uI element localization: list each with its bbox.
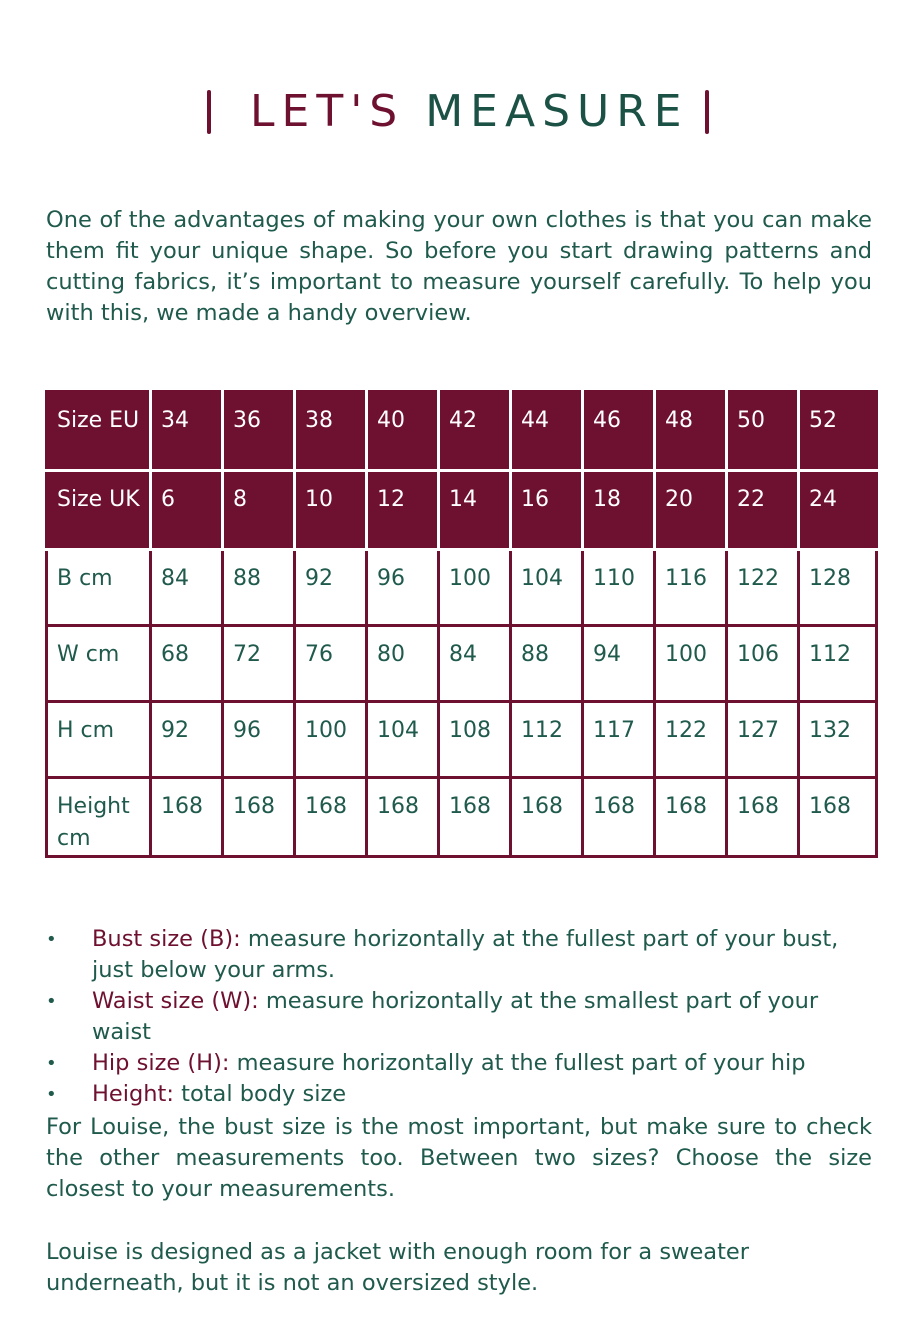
table-cell: 108 [439, 702, 511, 778]
table-cell: 34 [151, 392, 223, 471]
table-cell: 168 [223, 778, 295, 857]
table-cell: 122 [727, 550, 799, 626]
table-cell: 24 [799, 471, 877, 550]
table-row [47, 626, 877, 702]
table-cell: 106 [727, 626, 799, 702]
table-cell: 100 [439, 550, 511, 626]
definition-text: measure horizontally at the fullest part of your hip [229, 1050, 806, 1076]
definition-text: measure horizontally at the fullest part of your bust, just below your arms. [92, 926, 839, 983]
table-cell: 76 [295, 626, 367, 702]
table-cell: 88 [223, 550, 295, 626]
title-divider-right [705, 90, 709, 134]
table-cell: 52 [799, 392, 877, 471]
bullet-icon: • [46, 929, 57, 950]
table-cell: 168 [583, 778, 655, 857]
table-row [47, 471, 877, 550]
table-cell: 168 [367, 778, 439, 857]
definition-term: Height: [92, 1081, 174, 1107]
bullet-icon: • [46, 991, 57, 1012]
table-cell: 168 [727, 778, 799, 857]
fit-description-paragraph: Louise is designed as a jacket with enough room for a sweater underneath, but it is not an oversized style. [46, 1239, 750, 1296]
table-cell: 92 [151, 702, 223, 778]
table-cell: 96 [367, 550, 439, 626]
title-part-measure: MEASURE [425, 86, 689, 137]
bullet-icon: • [46, 1084, 57, 1105]
table-cell: 14 [439, 471, 511, 550]
table-cell: 84 [151, 550, 223, 626]
list-item [46, 1079, 872, 1110]
bullet-icon: • [46, 1053, 57, 1074]
table-cell: 122 [655, 702, 727, 778]
table-cell: 168 [655, 778, 727, 857]
table-cell: 38 [295, 392, 367, 471]
table-cell: 44 [511, 392, 583, 471]
definition-text: total body size [173, 1081, 347, 1107]
list-item [46, 924, 872, 986]
table-cell: 12 [367, 471, 439, 550]
table-cell: 112 [799, 626, 877, 702]
row-label: B cm [47, 550, 151, 626]
table-cell: 100 [295, 702, 367, 778]
table-cell: 16 [511, 471, 583, 550]
table-cell: 88 [511, 626, 583, 702]
table-cell: 132 [799, 702, 877, 778]
row-label: Size UK [47, 471, 151, 550]
table-cell: 6 [151, 471, 223, 550]
definition-term: Waist size (W): [92, 988, 259, 1014]
table-cell: 96 [223, 702, 295, 778]
title-part-lets: LET'S [250, 86, 405, 137]
table-cell: 36 [223, 392, 295, 471]
table-cell: 42 [439, 392, 511, 471]
table-cell: 80 [367, 626, 439, 702]
definition-term: Bust size (B): [92, 926, 241, 952]
table-cell: 18 [583, 471, 655, 550]
table-cell: 68 [151, 626, 223, 702]
table-cell: 104 [511, 550, 583, 626]
table-cell: 104 [367, 702, 439, 778]
table-row [47, 702, 877, 778]
page-title [0, 82, 912, 142]
intro-paragraph: One of the advantages of making your own clothes is that you can make them fit your unique shape. So before you start drawing patterns and cutting fabrics, it’s important to measure yourself carefully. To help you with this, we made a handy overview. [46, 207, 872, 326]
row-label: W cm [47, 626, 151, 702]
table-cell: 116 [655, 550, 727, 626]
table-cell: 117 [583, 702, 655, 778]
definition-term: Hip size (H): [92, 1050, 230, 1076]
table-cell: 112 [511, 702, 583, 778]
row-label: H cm [47, 702, 151, 778]
table-cell: 128 [799, 550, 877, 626]
table-cell: 168 [295, 778, 367, 857]
table-cell: 20 [655, 471, 727, 550]
table-row [47, 550, 877, 626]
list-item [46, 986, 872, 1048]
title-text [250, 82, 689, 142]
list-item [46, 1048, 872, 1079]
table-cell: 110 [583, 550, 655, 626]
table-cell: 84 [439, 626, 511, 702]
title-divider-left [207, 90, 211, 134]
table-cell: 46 [583, 392, 655, 471]
row-label: Size EU [47, 392, 151, 471]
table-cell: 22 [727, 471, 799, 550]
table-cell: 8 [223, 471, 295, 550]
size-chart-table [45, 390, 878, 858]
table-row [47, 778, 877, 857]
table-cell: 40 [367, 392, 439, 471]
table-cell: 94 [583, 626, 655, 702]
table-cell: 10 [295, 471, 367, 550]
table-cell: 48 [655, 392, 727, 471]
table-cell: 72 [223, 626, 295, 702]
table-cell: 100 [655, 626, 727, 702]
table-cell: 168 [799, 778, 877, 857]
table-cell: 168 [511, 778, 583, 857]
table-cell: 127 [727, 702, 799, 778]
sizing-advice-paragraph: For Louise, the bust size is the most important, but make sure to check the other measurements too. Between two sizes? Choose the size closest to your measurements. [46, 1114, 872, 1202]
definition-text: measure horizontally at the smallest part of your waist [92, 988, 819, 1045]
table-cell: 168 [439, 778, 511, 857]
measurement-definitions [46, 924, 872, 1110]
table-cell: 168 [151, 778, 223, 857]
table-row [47, 392, 877, 471]
size-chart-body [47, 392, 877, 857]
row-label: Height cm [47, 778, 151, 857]
table-cell: 50 [727, 392, 799, 471]
table-cell: 92 [295, 550, 367, 626]
